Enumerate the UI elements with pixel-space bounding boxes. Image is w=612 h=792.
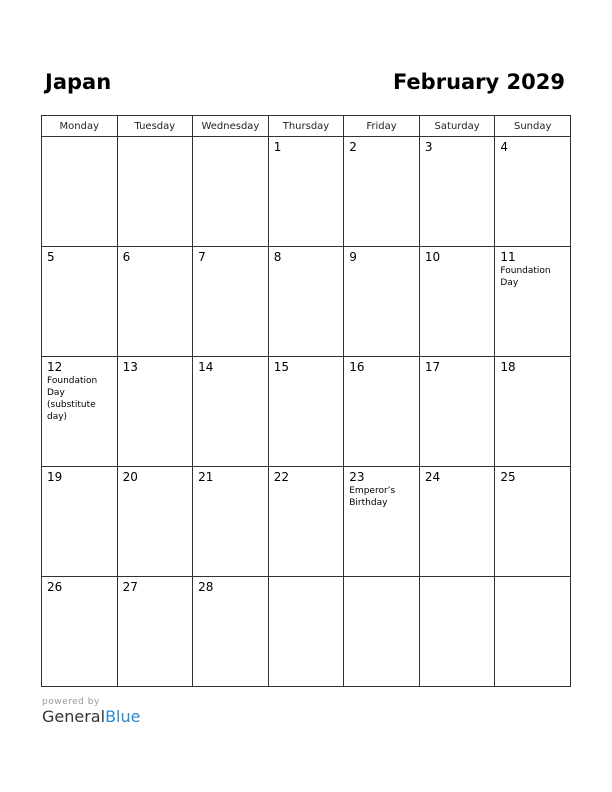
- week-row: [42, 467, 571, 577]
- day-number: 20: [122, 470, 138, 484]
- day-cell: [344, 467, 420, 577]
- day-cell: [495, 467, 571, 577]
- powered-by-text: powered by: [42, 697, 100, 707]
- day-cell: [268, 247, 344, 357]
- day-number: 22: [273, 470, 289, 484]
- weekday-friday: Friday: [344, 116, 420, 137]
- day-cell: [268, 467, 344, 577]
- day-cell: [193, 247, 269, 357]
- day-cell: [117, 357, 193, 467]
- weekday-monday: Monday: [42, 116, 118, 137]
- day-number: 24: [424, 470, 441, 484]
- day-number: 21: [198, 470, 214, 484]
- weekday-header-row: [42, 116, 571, 137]
- month-year-title: February 2029: [392, 70, 565, 94]
- day-cell: [193, 137, 269, 247]
- weekday-wednesday: Wednesday: [193, 116, 269, 137]
- day-cell: [268, 577, 344, 687]
- day-cell: [42, 577, 118, 687]
- day-number: 12: [47, 360, 63, 374]
- day-number: 23: [349, 470, 365, 484]
- brand-blue: Blue: [105, 707, 141, 726]
- country-title: Japan: [45, 70, 112, 94]
- day-cell: [419, 577, 495, 687]
- day-cell: [419, 247, 495, 357]
- day-cell: [495, 137, 571, 247]
- week-row: [42, 577, 571, 687]
- weekday-tuesday: Tuesday: [117, 116, 193, 137]
- day-cell: [117, 247, 193, 357]
- day-number: 9: [349, 250, 357, 264]
- day-number: 5: [47, 250, 55, 264]
- day-cell: [419, 137, 495, 247]
- day-cell: [193, 467, 269, 577]
- day-number: 7: [198, 250, 206, 264]
- holiday-label: Foundation Day (substitute day): [47, 376, 98, 422]
- day-cell: [495, 247, 571, 357]
- day-number: 26: [47, 580, 63, 594]
- day-number: 1: [273, 140, 282, 154]
- day-cell: [344, 247, 420, 357]
- day-cell: [117, 137, 193, 247]
- weekday-saturday: Saturday: [419, 116, 495, 137]
- day-number: 16: [349, 360, 365, 374]
- day-cell: [419, 467, 495, 577]
- day-cell: [268, 357, 344, 467]
- day-number: 2: [349, 140, 357, 154]
- weekday-thursday: Thursday: [268, 116, 344, 137]
- day-cell: [42, 247, 118, 357]
- day-cell: [193, 577, 269, 687]
- week-row: [42, 137, 571, 247]
- day-cell: [495, 577, 571, 687]
- week-row: [42, 247, 571, 357]
- holiday-label: Foundation Day: [500, 266, 551, 288]
- day-cell: [344, 137, 420, 247]
- day-cell: [495, 357, 571, 467]
- day-number: 17: [424, 360, 441, 374]
- day-number: 15: [273, 360, 289, 374]
- holiday-label: Emperor’s Birthday: [349, 486, 396, 508]
- week-row: [42, 357, 571, 467]
- weekday-sunday: Sunday: [495, 116, 571, 137]
- day-cell: [117, 467, 193, 577]
- day-cell: [42, 357, 118, 467]
- day-number: 10: [424, 250, 441, 264]
- generalblue-logo: [42, 707, 140, 726]
- day-number: 3: [424, 140, 433, 154]
- day-number: 13: [122, 360, 138, 374]
- calendar-body: [42, 137, 571, 687]
- day-number: 4: [500, 140, 509, 154]
- day-number: 18: [500, 360, 516, 374]
- day-number: 11: [500, 250, 516, 264]
- day-cell: [344, 357, 420, 467]
- day-cell: [344, 577, 420, 687]
- day-cell: [268, 137, 344, 247]
- day-number: 28: [198, 580, 214, 594]
- day-cell: [419, 357, 495, 467]
- day-number: 8: [273, 250, 282, 264]
- brand-general: General: [42, 707, 106, 726]
- calendar-grid: [41, 115, 571, 687]
- day-number: 19: [47, 470, 63, 484]
- day-cell: [117, 577, 193, 687]
- day-number: 6: [122, 250, 131, 264]
- day-cell: [193, 357, 269, 467]
- day-number: 25: [500, 470, 516, 484]
- day-number: 14: [198, 360, 214, 374]
- day-cell: [42, 137, 118, 247]
- footer-branding: [42, 697, 140, 726]
- day-cell: [42, 467, 118, 577]
- day-number: 27: [122, 580, 138, 594]
